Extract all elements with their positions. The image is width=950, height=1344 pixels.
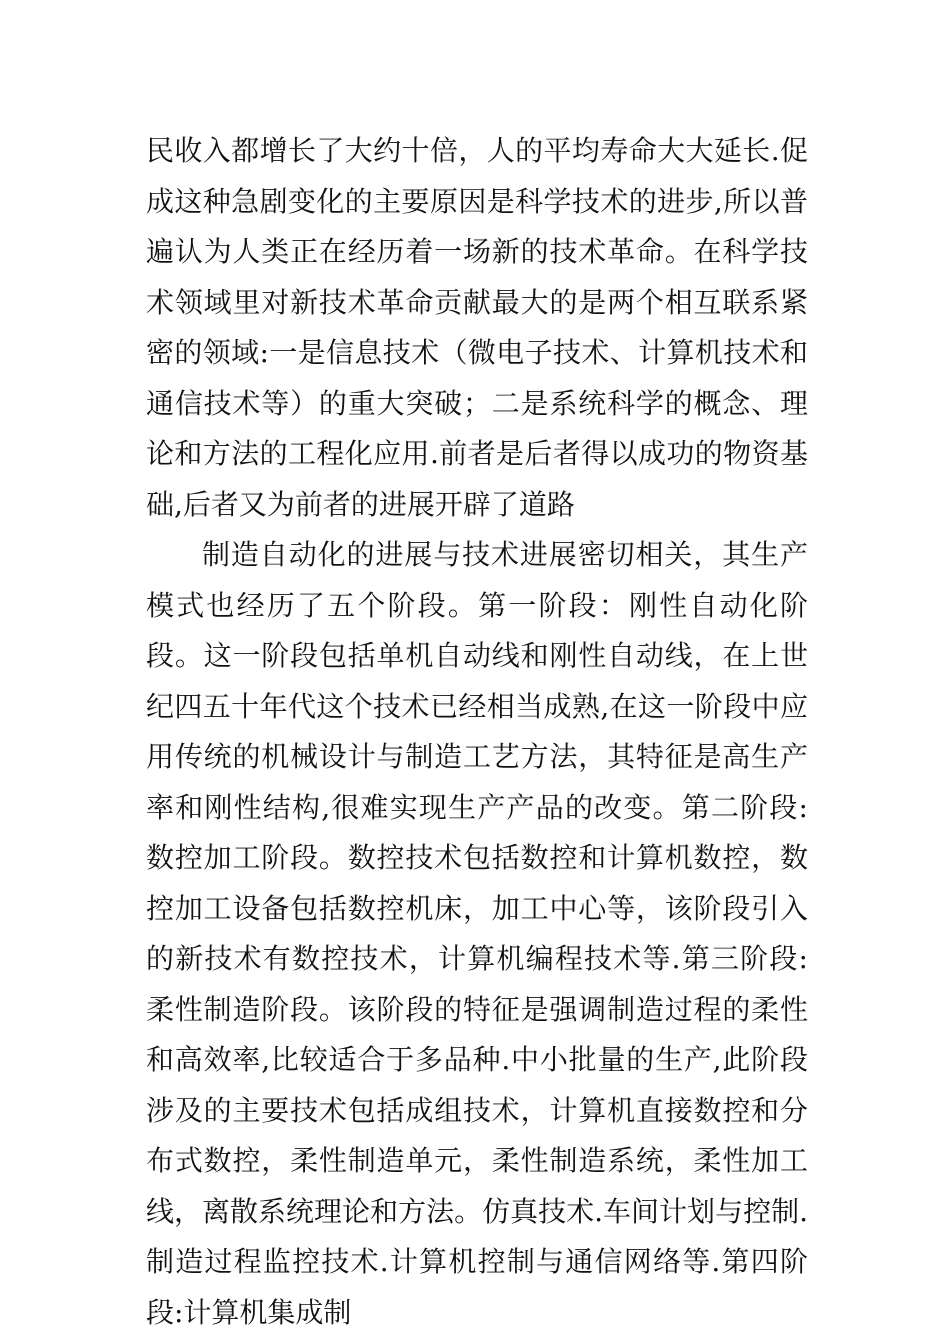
paragraph-1: 民收入都增长了大约十倍，人的平均寿命大大延长.促成这种急剧变化的主要原因是科学技术的进步,所以普遍认为人类正在经历着一场新的技术革命。在科学技术领域里对新技术革命贡献最大的是两个相互联系紧密的领域:一是信息技术（微电子技术、计算机技术和通信技术等）的重大突破；二是系统科学的概念、理论和方法的工程化应用.前者是后者得以成功的物资基础,后者又为前者的进展开辟了道路 bbox=[146, 134, 808, 521]
paragraph-2: 制造自动化的进展与技术进展密切相关，其生产模式也经历了五个阶段。第一阶段：刚性自动化阶段。这一阶段包括单机自动线和刚性自动线，在上世纪四五十年代这个技术已经相当成熟,在这一阶段中应用传统的机械设计与制造工艺方法，其特征是高生产率和刚性结构,很难实现生产产品的改变。第二阶段:数控加工阶段。数控技术包括数控和计算机数控，数控加工设备包括数控机床，加工中心等，该阶段引入的新技术有数控技术，计算机编程技术等.第三阶段:柔性制造阶段。该阶段的特征是强调制造过程的柔性和高效率,比较适合于多品种.中小批量的生产,此阶段涉及的主要技术包括成组技术，计算机直接数控和分布式数控，柔性制造单元，柔性制造系统，柔性加工线，离散系统理论和方法。仿真技术.车间计划与控制.制造过程监控技术.计算机控制与通信网络等.第四阶段:计算机集成制 bbox=[146, 538, 808, 1329]
body-text bbox=[146, 126, 808, 1338]
